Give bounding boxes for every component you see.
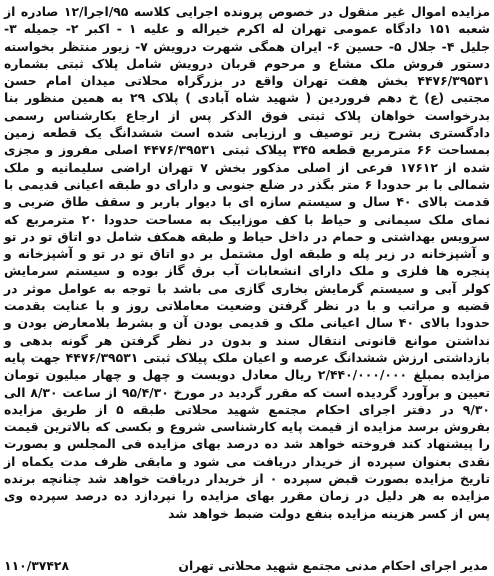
notice-body: مزایده اموال غیر منقول در خصوص پرونده اجرایی کلاسه ۹۵/اجرا/۱۲ صادره از شعبه ۱۵۱ دادگاه عمومی تهران له اکرم خیراله و علیه ۱ - اکبر ۲- جمیله ۳- جلیل ۴- جلال ۵- حسین ۶- ایران همگی شهرت درویش ۷- زیور منتظر بخواسته دستور فروش ملک مشاع و مرحوم قربان درویش شامل پلاک ثبتی بشماره ۴۴۷۶/۳۹۵۳۱ بخش هفت تهران واقع در بزرگراه محلاتی میدان امام حسن مجتبی (ع) خ دهم فروردین ( شهید شاه آبادی ) پلاک ۲۹ به همین منظور بنا بدرخواست خواهان پلاک ثبتی فوق الذکر پس از ارجاع بکارشناس رسمی دادگستری بشرح زیر توصیف و ارزیابی شده است ششدانگ یک قطعه زمین بمساحت ۶۶ مترمربع قطعه ۳۴۵ پیلاک ثبتی ۴۴۷۶/۳۹۵۳۱ اصلی مفروز و مجزی شده از ۱۷۶۱۲ فرعی از اصلی مذکور بخش ۷ تهران اراضی سلیمانیه و ملک شمالی با بر حدودا ۶ متر بگذر در ضلع جنوبی و دارای دو طبقه اعیانی قدیمی با قدمت بالای ۴۰ سال و سیستم سازه ای با دیوار باربر و سقف طاق ضربی و نمای ملک سیمانی و حیاط با کف موزاییک به مساحت حدودا ۲۰ مترمربع که سرویس بهداشتی و حمام در داخل حیاط و طبقه همکف شامل دو اتاق تو در تو و آشپزخانه در زیر پله و طبقه اول مشتمل بر دو اتاق تو در تو و آشپزخانه و پنجره ها فلزی و ملک دارای انشعابات آب برق گاز بوده و سیستم سرمایش کولر آبی و سیستم گرمایش بخاری گازی می باشد با توجه به عوامل موثر در قضیه و مراتب و با در نظر گرفتن وضعیت معاملاتی روز و با عنایت بقدمت حدودا بالای ۴۰ سال اعیانی ملک و قدیمی بودن آن و بشرط بلامعارض بودن و نداشتن موانع قانونی انتقال سند و بدون در نظر گرفتن هر گونه بدهی و بازداشتی ارزش ششدانگ عرصه و اعیان ملک پیلاک ثبتی ۴۴۷۶/۳۹۵۳۱ جهت پایه مزایده بمبلغ ۲/۴۴۰/۰۰۰/۰۰۰ ریال معادل دویست و چهل و چهار میلیون تومان تعیین و برآورد گردیده است که مقرر گردید در مورخ ۹۵/۴/۳۰ از ساعت ۸/۳۰ الی ۹/۳۰ در دفتر اجرای احکام مجتمع شهید محلاتی طبقه ۵ از طریق مزایده بفروش برسد مزایده از قیمت پایه کارشناسی شروع و بکسی که بالاترین قیمت را پیشنهاد کند فروخته خواهد شد ده درصد بهای مزایده فی المجلس و بصورت نقدی بعنوان سپرده از خریدار دریافت می شود و مابقی ظرف مدت یکماه از تاریخ مزایده بصورت قبض سپرده ۰ از خریدار دریافت خواهد شد چنانچه برنده مزایده به هر دلیل در زمان مقرر بهای مزایده را نپردازد ده درصد سپرده وی پس از کسر هزینه مزایده بنفع دولت ضبط خواهد شد bbox=[4, 4, 491, 521]
notice-footer bbox=[4, 558, 488, 573]
notice-signature: مدیر اجرای احکام مدنی مجتمع شهید محلاتی تهران bbox=[178, 558, 488, 573]
notice-code: ۱۱۰/۳۷۴۲۸ bbox=[4, 558, 70, 573]
